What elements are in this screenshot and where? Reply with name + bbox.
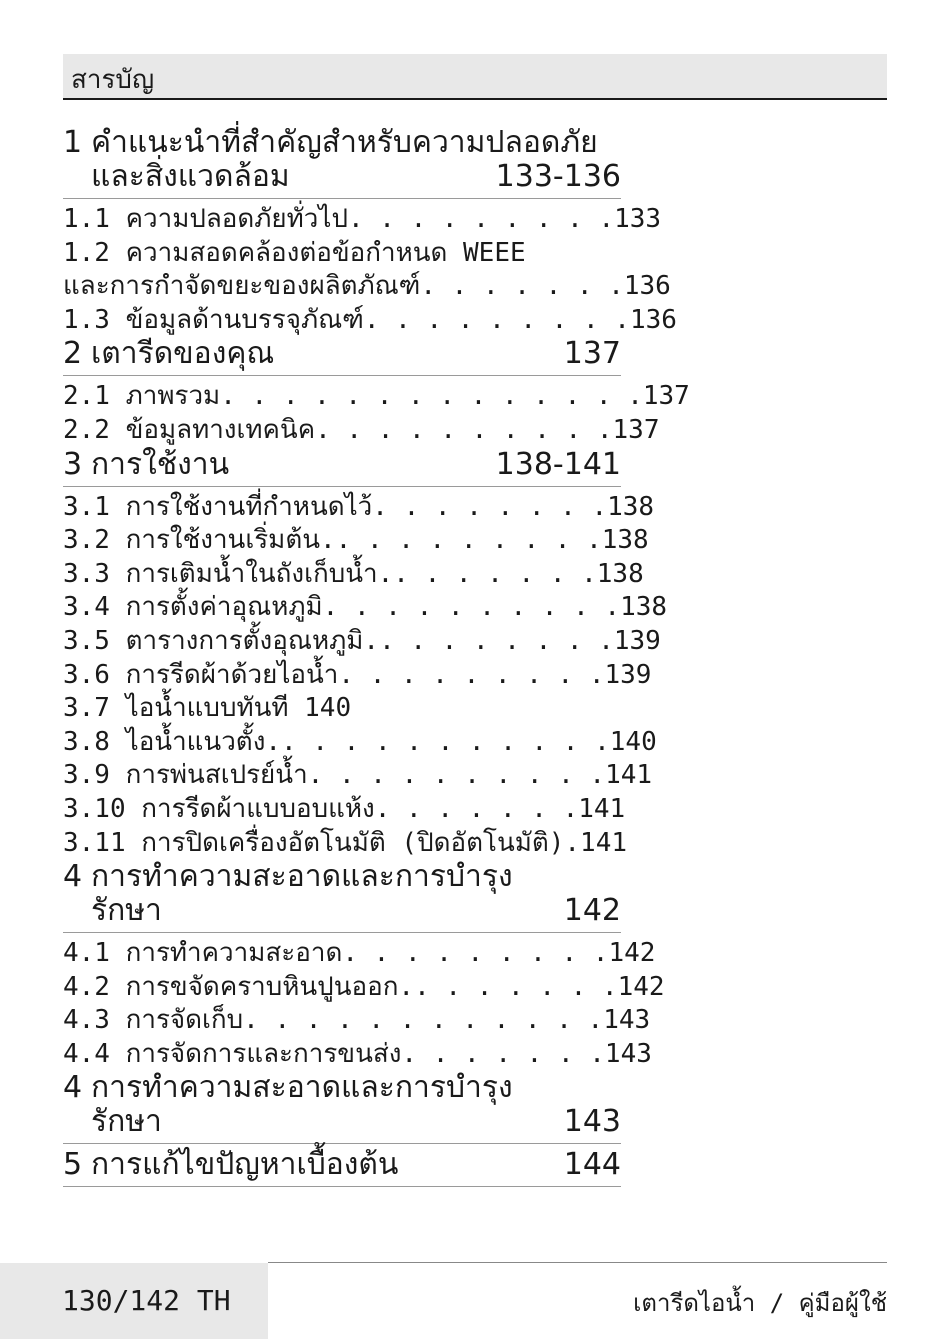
section-title: การใช้งาน (91, 446, 230, 482)
entry-page-number: 133 (614, 204, 662, 234)
toc-entry[interactable] (63, 380, 690, 414)
section-number: 5 (63, 1147, 83, 1183)
toc-entry[interactable] (63, 414, 660, 448)
entry-page-number: 139 (604, 659, 652, 690)
entry-leader-dots: . . . . . . . (414, 971, 618, 1002)
entry-leader-dots (351, 692, 621, 726)
entry-page-number: 138 (596, 558, 644, 589)
entry-page-number: 140 (609, 726, 657, 757)
section-title: การแก้ไขปัญหาเบื้องต้น (91, 1147, 399, 1183)
section-number: 2 (63, 336, 83, 372)
toc-section (63, 446, 668, 861)
entry-label: 3.8 ไอน้ำแนวตั้ง. (63, 726, 282, 757)
entry-leader-dots: . . . . . . . . (379, 625, 614, 656)
footer-divider (268, 1262, 887, 1263)
footer-document-title: เตารีดไอน้ำ / คู่มือผู้ใช้ (633, 1289, 887, 1317)
toc-section (63, 125, 677, 337)
entry-leader-dots: . . . . . . . . . . (322, 592, 621, 623)
entry-label: 3.6 การรีดผ้าด้วยไอน้ำ (63, 659, 339, 690)
entry-label: 3.4 การตั้งค่าอุณหภูมิ (63, 592, 323, 623)
entry-leader-dots: . . . . . . . . . (335, 525, 602, 556)
section-title-continued: รักษา (91, 893, 162, 929)
section-divider (63, 1143, 621, 1144)
section-number: 4 (63, 859, 83, 895)
section-divider (63, 198, 621, 199)
entry-label: 3.1 การใช้งานที่กำหนดไว้ (63, 491, 373, 522)
toc-entry[interactable] (63, 659, 652, 693)
section-number: 1 (63, 125, 83, 160)
section-page-range: 142 (563, 893, 621, 929)
toc-section (63, 1071, 621, 1144)
toc-entry[interactable] (63, 524, 649, 558)
entry-page-number: 143 (604, 1038, 652, 1069)
entry-label: 3.9 การพ่นสเปรย์น้ำ (63, 760, 308, 791)
entry-leader-dots: . . . . . . . . . . (315, 414, 613, 445)
entry-label: 1.2 ความสอดคล้องต่อข้อกำหนด WEEE (63, 237, 526, 268)
section-heading[interactable] (63, 448, 621, 482)
entry-label: 1.1 ความปลอดภัยทั่วไป (63, 204, 348, 234)
toc-entry[interactable] (63, 203, 662, 237)
section-title: คำแนะนำที่สำคัญสำหรับความปลอดภัย (91, 125, 598, 160)
entry-leader-dots: . . . . . . . . . (338, 659, 605, 690)
section-title: การทำความสะอาดและการบำรุง (91, 859, 513, 895)
toc-entry[interactable] (63, 971, 665, 1005)
toc-entry[interactable] (63, 759, 653, 793)
section-heading[interactable] (63, 1148, 621, 1182)
toc-entry[interactable] (63, 793, 626, 827)
entry-label: 3.7 ไอน้ำแบบทันที 140 (63, 693, 352, 724)
entry-page-number: 141 (605, 760, 653, 791)
section-heading[interactable] (63, 126, 621, 194)
table-of-contents (63, 125, 690, 1191)
section-page-range: 137 (563, 336, 621, 372)
section-title: การทำความสะอาดและการบำรุง (91, 1070, 513, 1106)
toc-entry[interactable] (63, 491, 655, 525)
toc-entry[interactable] (63, 237, 621, 271)
footer-page-number: 130/142 TH (62, 1284, 231, 1317)
entry-leader-dots: . . . . . . . . . (347, 204, 615, 234)
section-title: เตารีดของคุณ (91, 336, 275, 372)
entry-leader-dots: . . . . . . . . (372, 491, 608, 522)
entry-label: 1.3 ข้อมูลด้านบรรจุภัณฑ์ (63, 304, 364, 335)
toc-entry[interactable] (63, 692, 621, 726)
entry-page-number: 141 (580, 827, 628, 858)
section-page-range: 133-136 (495, 159, 621, 194)
entry-page-number: 142 (608, 938, 656, 969)
entry-page-number: 138 (601, 525, 649, 556)
section-title-continued: รักษา (91, 1104, 162, 1140)
section-page-range: 144 (563, 1147, 621, 1183)
entry-label: 4.1 การทำความสะอาด (63, 938, 343, 969)
toc-entry[interactable] (63, 625, 661, 659)
section-divider (63, 486, 621, 487)
entry-page-number: 136 (623, 271, 671, 302)
toc-entry[interactable] (63, 726, 657, 760)
section-page-range: 138-141 (495, 446, 621, 482)
entry-label: 4.3 การจัดเก็บ (63, 1005, 244, 1036)
entry-leader-dots: . . . . . . . (374, 793, 579, 824)
section-heading[interactable] (63, 860, 621, 928)
entry-leader-dots: . (564, 827, 581, 858)
toc-entry[interactable] (63, 1038, 652, 1072)
entry-leader-dots: . . . . . . . . . (363, 304, 630, 335)
entry-label: และการกำจัดขยะของผลิตภัณฑ์ (63, 271, 421, 302)
entry-page-number: 137 (642, 381, 690, 412)
entry-page-number: 143 (603, 1005, 651, 1036)
entry-page-number: 142 (617, 971, 665, 1002)
entry-leader-dots: . . . . . . . . . (342, 938, 609, 969)
entry-leader-dots: . . . . . . . . . . . . . . (220, 381, 643, 412)
entry-leader-dots: . . . . . . . (420, 271, 624, 302)
toc-entry[interactable] (63, 1004, 651, 1038)
entry-leader-dots: . . . . . . . (393, 558, 597, 589)
section-number: 3 (63, 446, 83, 482)
footer-page-box (0, 1263, 268, 1339)
entry-leader-dots: . . . . . . . . . . . . (243, 1005, 604, 1036)
entry-page-number: 138 (620, 592, 668, 623)
section-heading[interactable] (63, 337, 621, 371)
entry-label: 3.10 การรีดผ้าแบบอบแห้ง (63, 793, 375, 824)
toc-header (63, 54, 887, 100)
entry-page-number: 139 (613, 625, 661, 656)
entry-label: 3.3 การเติมน้ำในถังเก็บน้ำ. (63, 558, 394, 589)
entry-leader-dots: . . . . . . . . . . (307, 760, 606, 791)
entry-leader-dots (526, 237, 621, 271)
entry-page-number: 138 (607, 491, 655, 522)
entry-page-number: 136 (629, 304, 677, 335)
section-divider (63, 932, 621, 933)
toc-section (63, 859, 665, 1071)
entry-label: 3.2 การใช้งานเริ่มต้น. (63, 525, 336, 556)
toc-entry[interactable] (63, 937, 656, 971)
toc-entry[interactable] (63, 558, 644, 592)
entry-page-number: 141 (578, 793, 626, 824)
entry-leader-dots: . . . . . . . . . . . (281, 726, 610, 757)
entry-label: 4.2 การขจัดคราบหินปูนออก. (63, 971, 415, 1002)
entry-label: 2.2 ข้อมูลทางเทคนิค (63, 414, 316, 445)
toc-title: สารบัญ (71, 65, 155, 95)
entry-label: 4.4 การจัดการและการขนส่ง (63, 1038, 402, 1069)
toc-section (63, 336, 690, 447)
section-divider (63, 1186, 621, 1187)
section-title-continued: และสิ่งแวดล้อม (91, 159, 290, 194)
section-number: 4 (63, 1070, 83, 1106)
entry-label: 2.1 ภาพรวม (63, 381, 221, 412)
section-heading[interactable] (63, 1071, 621, 1139)
section-divider (63, 375, 621, 376)
toc-entry[interactable] (63, 827, 628, 861)
toc-section (63, 1148, 621, 1187)
toc-entry[interactable] (63, 591, 668, 625)
section-page-range: 143 (563, 1104, 621, 1140)
toc-entry[interactable] (63, 270, 671, 304)
entry-label: 3.11 การปิดเครื่องอัตโนมัติ (ปิดอัตโนมัติ) (63, 827, 565, 858)
entry-page-number: 137 (612, 414, 660, 445)
entry-label: 3.5 ตารางการตั้งอุณหภูมิ. (63, 625, 380, 656)
entry-leader-dots: . . . . . . . (401, 1038, 605, 1069)
toc-entry[interactable] (63, 304, 677, 338)
